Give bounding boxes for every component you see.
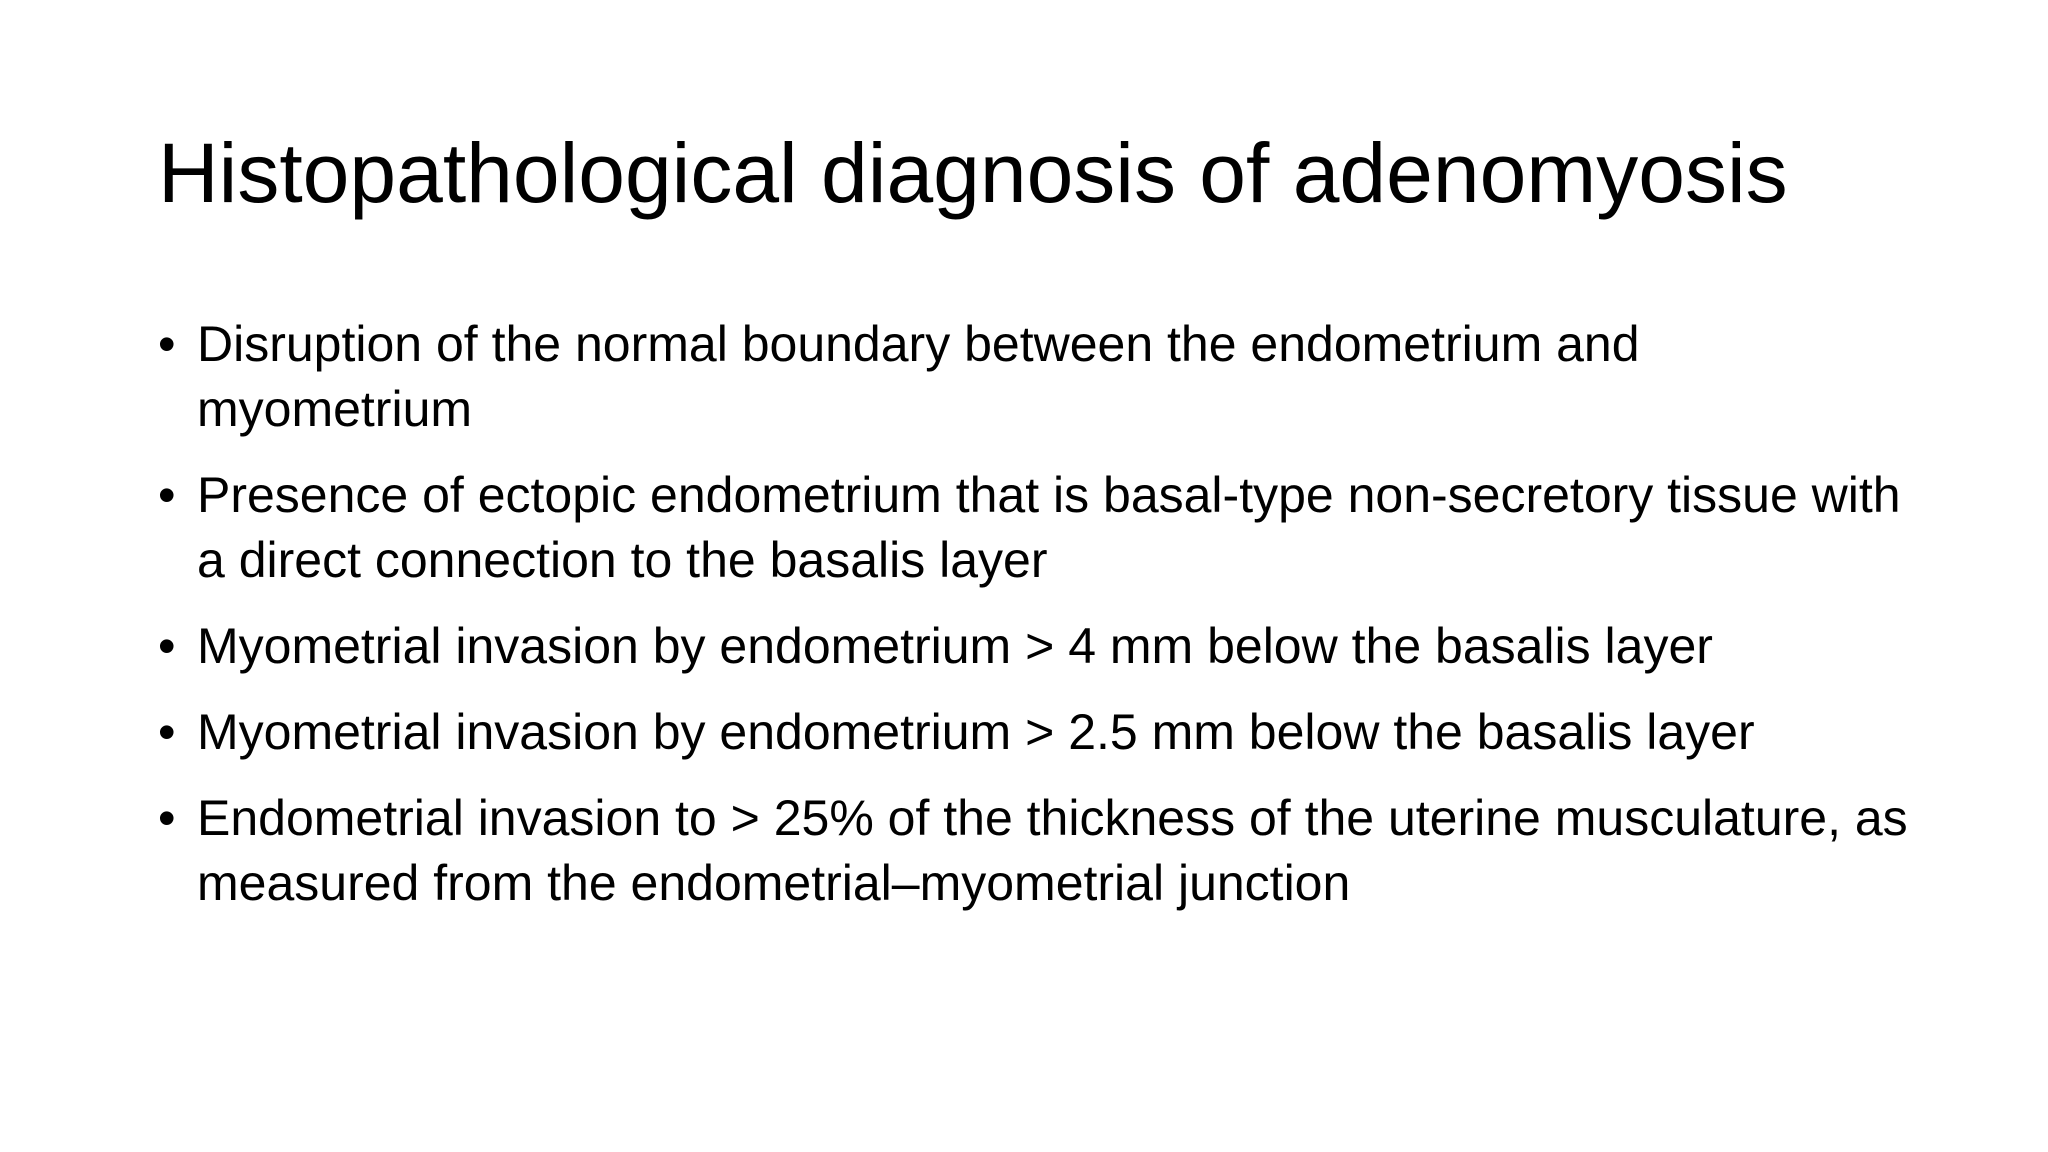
bullet-item-boundary-disruption [158,312,1918,442]
slide-title: Histopathological diagnosis of adenomyosis [158,126,1788,220]
bullet-item-invasion-2-5mm [158,700,1918,765]
bullet-dot-icon: • [158,467,176,523]
bullet-dot-icon: • [158,704,176,760]
bullet-list [158,312,1918,937]
bullet-text: Myometrial invasion by endometrium > 2.5 mm below the basalis layer [197,704,1755,760]
bullet-text: Endometrial invasion to > 25% of the thickness of the uterine musculature, as measured from the endometrial–myometrial junction [197,790,1908,911]
bullet-item-invasion-25-percent [158,786,1918,916]
bullet-dot-icon: • [158,618,176,674]
bullet-item-invasion-4mm [158,614,1918,679]
bullet-text: Presence of ectopic endometrium that is basal-type non-secretory tissue with a direct connection to the basalis layer [197,467,1901,588]
bullet-dot-icon: • [158,316,176,372]
bullet-item-ectopic-endometrium [158,463,1918,593]
bullet-dot-icon: • [158,790,176,846]
bullet-text: Myometrial invasion by endometrium > 4 mm below the basalis layer [197,618,1713,674]
bullet-text: Disruption of the normal boundary between the endometrium and myometrium [197,316,1640,437]
